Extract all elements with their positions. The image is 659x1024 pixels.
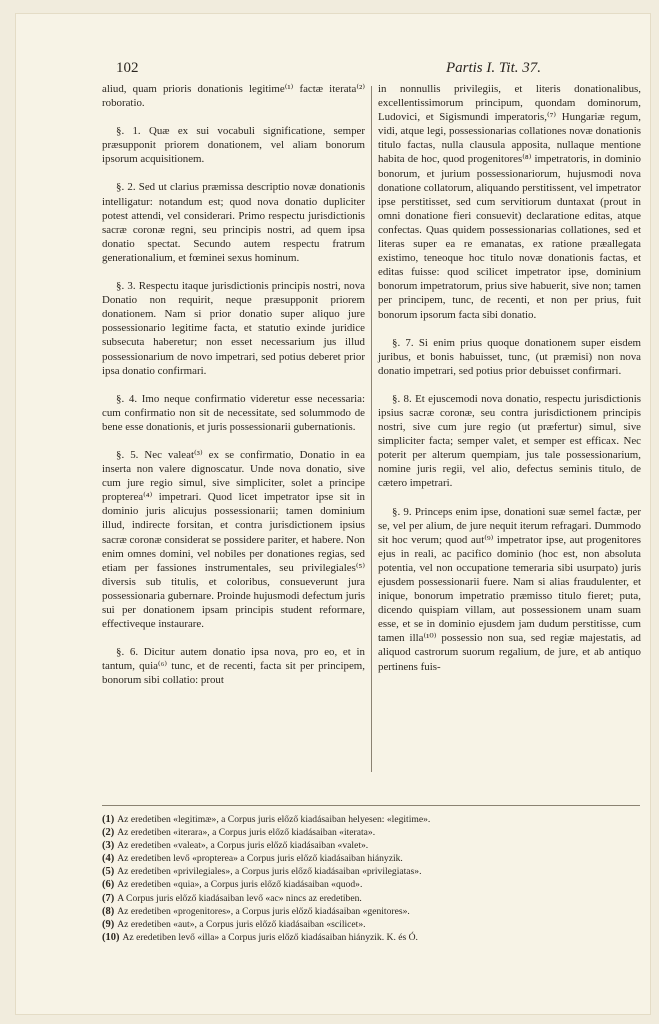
footnote-text: Az eredetiben «privilegiales», a Corpus juris előző kiadásaiban «privilegiatas». (117, 866, 422, 878)
column-divider (371, 86, 372, 772)
paragraph: aliud, quam prioris donationis legitime⁽¹⁾ factæ iterata⁽²⁾ roboratio. (102, 83, 365, 110)
footnote-mark: (10) (102, 931, 120, 943)
footnote-text: Az eredetiben «aut», a Corpus juris előző kiadásaiban «scilicet». (117, 918, 366, 930)
footnote (102, 878, 640, 891)
page-header (116, 60, 541, 80)
paragraph: §. 1. Quæ ex sui vocabuli significatione, semper præsupponit priorem donationem, vel aliam bonorum ipsorum acquisitionem. (102, 125, 365, 166)
footnote-mark: (4) (102, 853, 115, 865)
paragraph: in nonnullis privilegiis, et literis donationalibus, excellentissimorum principum, quondam dominorum, Ludovici, et Sigismundi imperatoris,⁽⁷⁾ Hungariæ regum, vidi, atque legi, possessionarias collationes novæ donationis titulo factas, nulla clausula apposita, nullaque mentione habita de hoc, quod progenitores⁽⁸⁾ impetratoris, in dominio bonorum, et jurium possessionariorum, hujusmodi nova donatione collatorum, aliquando perstitissent, vel impetrator ipse perstitisset, sed cum servitiorum duntaxat (prout in omni donatione fieri consuevit) declaratione editas, atque confectas. Quas quidem possessionarias collationes, sed et literas super ea re emanatas, ex ratione præallegata existimo, teneoque hoc titulo novæ donationis factas, et editas fuisse: quod scilicet impetrator ipse, dominium bonorum impetratorum, prius sive habuerit, sive non; tamen per principem, tunc, de recenti, et non per prius, fuit bonorum ipsorum facta sibi donatio. (378, 83, 641, 321)
footnote (102, 826, 640, 839)
running-title: Partis I. Tit. 37. (445, 60, 541, 76)
page-number: 102 (116, 60, 139, 76)
paragraph: §. 8. Et ejuscemodi nova donatio, respectu jurisdictionis ipsius sacræ coronæ, seu contra jurisdictionem principis nostri, sive cum jure regio (ut præfertur) simul, sive simpliciter facta; semper valet, et semper est efficax. Nec poterit per alterum quempiam, jus tale possessionarium, nomine juris regii, vel alio, defectus seminis titulo, de cætero impetrari. (378, 392, 641, 490)
footnote-divider (102, 805, 640, 806)
paragraph: §. 7. Si enim prius quoque donationem super eisdem juribus, et bonis habuisset, tunc, (ut præmisi) non nova donatio impetrari, sed potius prior debuisset confirmari. (378, 336, 641, 377)
paragraph: §. 2. Sed ut clarius præmissa descriptio novæ donationis intelligatur: notandum est; quod nova donatio dupliciter potest attendi, vel considerari. Primo respectu jurisdictionis sacræ coronæ regni, seu principis nostri, ad quem ipsa donatio spectat. Secundo autem respectu fratrum generationalium, et fœminei sexus hominum. (102, 181, 365, 264)
footnote (102, 918, 640, 931)
paragraph: §. 4. Imo neque confirmatio videretur esse necessaria: cum confirmatio non sit de necessitate, sed solummodo de bene esse donationis, et juris possessionarii gubernationis. (102, 392, 365, 433)
left-text-column (102, 82, 365, 701)
footnote-text: Az eredetiben levő «illa» a Corpus juris előző kiadásaiban hiányzik. K. és Ó. (122, 931, 418, 943)
footnote (102, 931, 640, 944)
footnote-mark: (9) (102, 918, 115, 930)
footnote (102, 865, 640, 878)
footnote-mark: (5) (102, 866, 115, 878)
footnote (102, 839, 640, 852)
paragraph: §. 6. Dicitur autem donatio ipsa nova, pro eo, et in tantum, quia⁽⁶⁾ tunc, et de recenti, facta sit per principem, bonorum sibi collatio: prout (102, 646, 365, 687)
footnote-mark: (8) (102, 905, 115, 917)
footnote-mark: (7) (102, 892, 115, 904)
footnote (102, 852, 640, 865)
footnote-text: Az eredetiben «valeat», a Corpus juris előző kiadásaiban «valet». (117, 840, 369, 852)
footnotes (102, 813, 640, 944)
footnote-text: Az eredetiben «progenitores», a Corpus juris előző kiadásaiban «genitores». (117, 905, 410, 917)
footnote-mark: (2) (102, 827, 115, 839)
paragraph: §. 9. Princeps enim ipse, donationi suæ semel factæ, per se, vel per alium, de jure nequit iterum refragari. Dummodo sit hoc verum; quod aut⁽⁹⁾ impetrator ipse, aut progenitores ejus in reali, ac pacifico dominio (hoc est, non absoluta potentia, vel non occupatione temeraria sibi usurpato) juris ejusdem possessionarii fuere. Nam si alias fraudulenter, et inique, bonorum impetratio præmisso titulo fieret; puta, dicendo quispiam villam, aut possessionem unam suam esse, et se in dominio ejusdem jam dudum perstitisse, cum tamen illa⁽¹⁰⁾ possessio non sua, sed regiæ majestatis, ad aliquod castrorum suorum regalium, de jure, et ab antiquo pertinens fuis- (378, 505, 641, 673)
footnote-text: Az eredetiben «iterara», a Corpus juris előző kiadásaiban «iterata». (117, 827, 376, 839)
footnote-text: Az eredetiben levő «propterea» a Corpus juris előző kiadásaiban hiányzik. (117, 853, 403, 865)
footnote (102, 813, 640, 826)
footnote-mark: (1) (102, 814, 115, 825)
footnote-text: Az eredetiben «quia», a Corpus juris előző kiadásaiban «quod». (117, 879, 363, 891)
footnote-mark: (3) (102, 840, 115, 852)
footnote-text: Az eredetiben «legitimæ», a Corpus juris előző kiadásaiban helyesen: «legitime». (117, 814, 431, 825)
footnote-text: A Corpus juris előző kiadásaiban levő «ac» nincs az eredetiben. (117, 892, 362, 904)
paragraph: §. 3. Respectu itaque jurisdictionis principis nostri, nova Donatio non requirit, neque præsupponit priorem donationem. Nam si prior donatio super aliquo jure possessionario legitime facta, et statutio exinde juridice subsecuta haberetur; non esset necessarium jus illud possessionarium de novo impetrari, sed potius deberet prior ipsa donatio confirmari. (102, 280, 365, 377)
right-text-column (378, 82, 641, 688)
footnote-mark: (6) (102, 879, 115, 891)
footnote (102, 892, 640, 905)
footnote (102, 905, 640, 918)
paragraph: §. 5. Nec valeat⁽³⁾ ex se confirmatio, Donatio in ea inserta non valere dignoscatur. Unde nova donatio, sive cum jure regio simul, sive simpliciter, solet a principe propterea⁽⁴⁾ impetrari. Quod licet impetrator ipse sit in dominio juris alicujus possessionarii; tamen dominium illud, indirecte forsitan, et contra jurisdictionem ipsius sacræ coronæ considerat se possidere pariter, et habere. Non enim omnes domini, vel nobiles per donationes regias, sed etiam per fassiones instrumentales, seu privilegiales⁽⁵⁾ diversis sub titulis, et coloribus, consueverunt jura possessionaria gubernare. Proinde hujusmodi defectum juris sui per donationem ipsam principis student reformare, effectiveque instaurare. (102, 448, 365, 631)
